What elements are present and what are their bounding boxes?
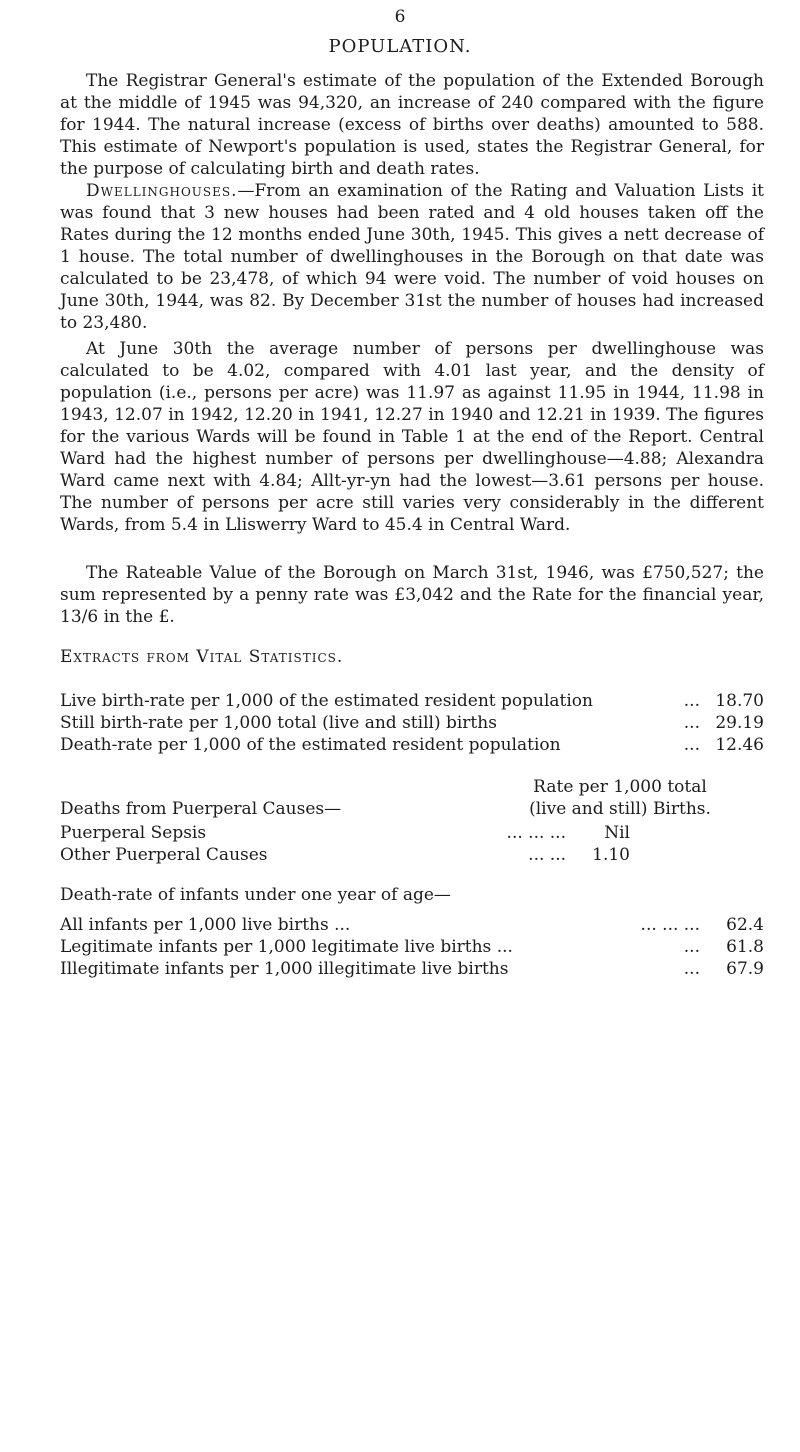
- cause-value: 1.10: [592, 845, 630, 865]
- paragraph-text: The Registrar General's estimate of the population of the Extended Borough at the middle of 1945 was 94,320, an increase of 240 compared with the figure for 1944. The natural increase (excess of births over deaths) amounted to 588. This estimate of Newport's population is used, states the Registrar General, for the purpose of calculating birth and death rates.: [60, 71, 764, 179]
- puerperal-heading-block: [60, 798, 764, 820]
- rate-header-line: Rate per 1,000 total: [533, 777, 707, 797]
- cause-label: Other Puerperal Causes: [60, 845, 268, 865]
- puerperal-row: [60, 822, 630, 844]
- cause-label: Puerperal Sepsis: [60, 823, 207, 843]
- paragraph-rateable-value: [60, 562, 764, 628]
- rate-label: Death-rate per 1,000 of the estimated resident population: [60, 735, 561, 755]
- section-heading-dwellinghouses: Dwellinghouses.: [86, 181, 238, 201]
- paragraph-population-estimate: [60, 70, 764, 180]
- page-number: 6: [394, 7, 406, 27]
- infant-list: [60, 914, 764, 980]
- infant-row: [60, 958, 764, 980]
- rate-value: 29.19: [715, 713, 764, 733]
- leader-dots: ...: [683, 959, 700, 979]
- rate-header-line: (live and still) Births.: [529, 799, 711, 819]
- leader-dots: ...: [683, 735, 700, 755]
- rate-row: [60, 712, 764, 734]
- infant-value: 61.8: [726, 937, 764, 957]
- rate-label: Live birth-rate per 1,000 of the estimated resident population: [60, 691, 593, 711]
- infant-heading: Death-rate of infants under one year of age—: [60, 885, 451, 905]
- paragraph-body: —From an examination of the Rating and Valuation Lists it was found that 3 new houses had been rated and 4 old houses taken off the Rates during the 12 months ended June 30th, 1945. This gives a nett decrease of 1 house. The total number of dwellinghouses in the Borough on that date was calculated to be 23,478, of which 94 were void. The number of void houses on June 30th, 1944, was 82. By December 31st the number of houses had increased to 23,480.: [60, 181, 764, 333]
- puerperal-row: [60, 844, 630, 866]
- paragraph-text: [60, 180, 764, 334]
- infant-label: Legitimate infants per 1,000 legitimate live births ...: [60, 937, 513, 957]
- puerperal-heading: Deaths from Puerperal Causes—: [60, 799, 342, 819]
- leader-dots: ...: [683, 937, 700, 957]
- rate-label: Still birth-rate per 1,000 total (live and still) births: [60, 713, 497, 733]
- leader-dots: ...: [683, 713, 700, 733]
- leader-dots: ... ... ...: [506, 823, 566, 843]
- vital-rates-list: [60, 690, 764, 756]
- vital-statistics-heading: Extracts from Vital Statistics.: [60, 647, 344, 667]
- paragraph-text: The Rateable Value of the Borough on March 31st, 1946, was £750,527; the sum represented by a penny rate was £3,042 and the Rate for the financial year, 13/6 in the £.: [60, 563, 764, 627]
- infant-row: [60, 936, 764, 958]
- infant-heading-block: [60, 884, 764, 906]
- leader-dots: ... ...: [528, 845, 566, 865]
- puerperal-list: [60, 822, 630, 866]
- vital-statistics-heading-block: [60, 646, 764, 668]
- infant-row: [60, 914, 764, 936]
- rate-value: 12.46: [715, 735, 764, 755]
- paragraph-dwellinghouses: [60, 180, 764, 334]
- rate-row: [60, 690, 764, 712]
- cause-value: Nil: [604, 823, 630, 843]
- infant-label: All infants per 1,000 live births ...: [60, 915, 351, 935]
- page-title: POPULATION.: [328, 36, 472, 57]
- paragraph-text: At June 30th the average number of persons per dwellinghouse was calculated to be 4.02, compared with 4.01 last year, and the density of population (i.e., persons per acre) was 11.97 as against 11.95 in 1944, 11.98 in 1943, 12.07 in 1942, 12.20 in 1941, 12.27 in 1940 and 12.21 in 1939. The figures for the various Wards will be found in Table 1 at the end of the Report. Central Ward had the highest number of persons per dwellinghouse—4.88; Alexandra Ward came next with 4.84; Allt-yr-yn had the lowest—3.61 persons per house. The number of persons per acre still varies very considerably in the different Wards, from 5.4 in Lliswerry Ward to 45.4 in Central Ward.: [60, 339, 764, 535]
- infant-value: 67.9: [726, 959, 764, 979]
- leader-dots: ...: [683, 691, 700, 711]
- rate-value: 18.70: [715, 691, 764, 711]
- paragraph-density: [60, 338, 764, 536]
- rate-row: [60, 734, 764, 756]
- infant-label: Illegitimate infants per 1,000 illegitimate live births: [60, 959, 509, 979]
- leader-dots: ... ... ...: [640, 915, 700, 935]
- infant-value: 62.4: [726, 915, 764, 935]
